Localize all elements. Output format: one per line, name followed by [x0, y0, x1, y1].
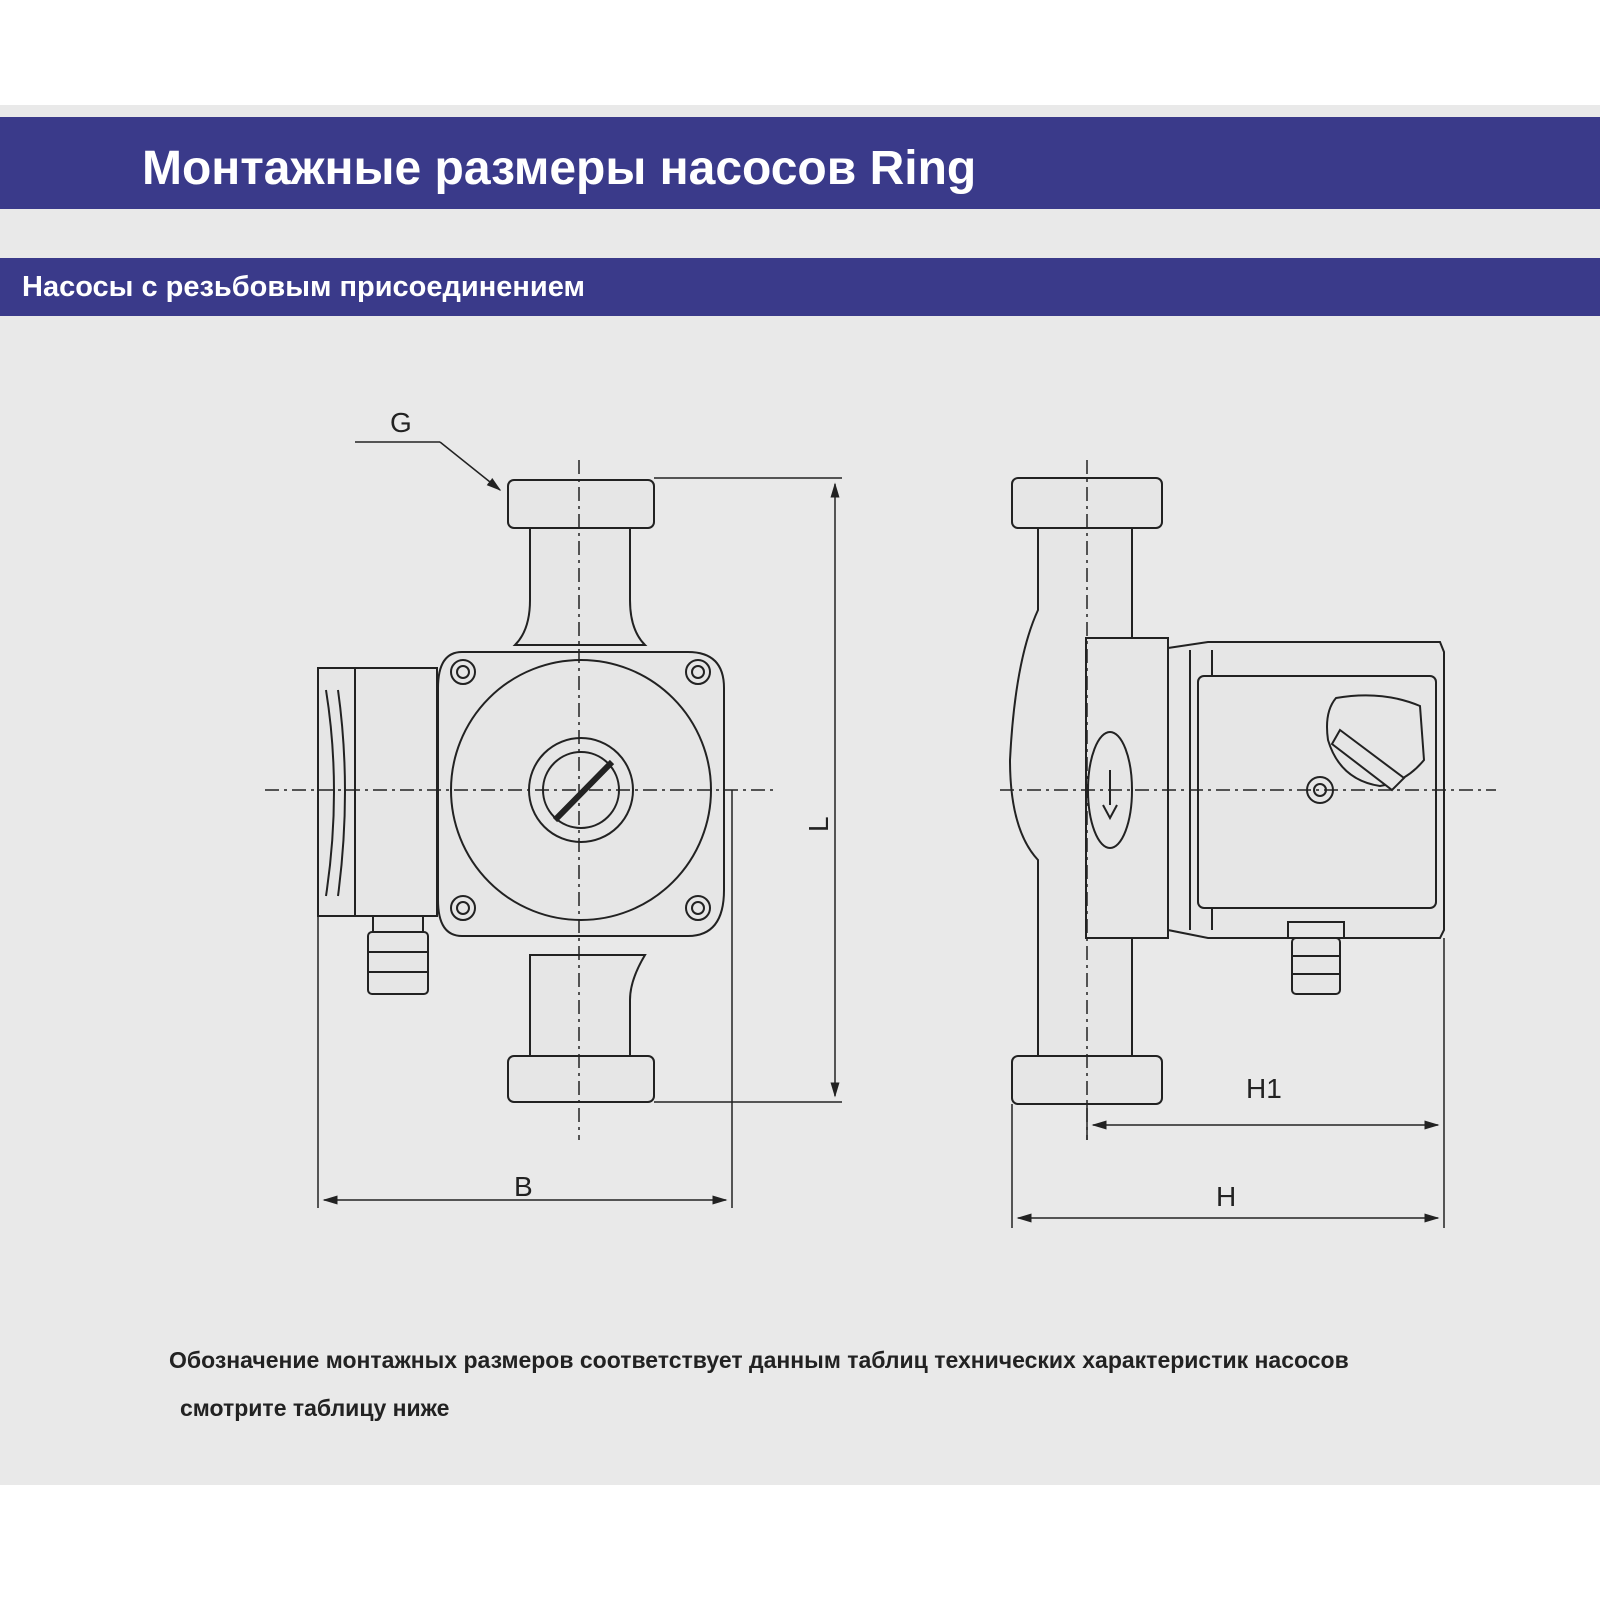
cable-gland: [368, 932, 428, 994]
terminal-box: [355, 668, 437, 916]
label-g: G: [390, 407, 412, 438]
section-subtitle: Насосы с резьбовым присоединением: [22, 271, 585, 303]
front-top-connector: [508, 480, 654, 528]
page-title: Монтажные размеры насосов Ring: [142, 142, 977, 195]
front-top-pipe: [515, 528, 645, 645]
side-cable-gland-nut: [1288, 922, 1344, 938]
side-cable-gland: [1292, 938, 1340, 994]
front-bottom-connector: [508, 1056, 654, 1102]
label-h1: H1: [1246, 1073, 1282, 1104]
label-b: B: [514, 1171, 533, 1202]
label-l: L: [803, 816, 834, 832]
front-bottom-pipe: [530, 955, 645, 1056]
note-line-1: Обозначение монтажных размеров соответствует данным таблиц технических характеристик насосов: [169, 1347, 1349, 1373]
cable-gland-nut: [373, 916, 423, 932]
label-h: H: [1216, 1181, 1237, 1212]
note-line-2: смотрите таблицу ниже: [180, 1395, 450, 1421]
terminal-box-back: [318, 668, 358, 916]
